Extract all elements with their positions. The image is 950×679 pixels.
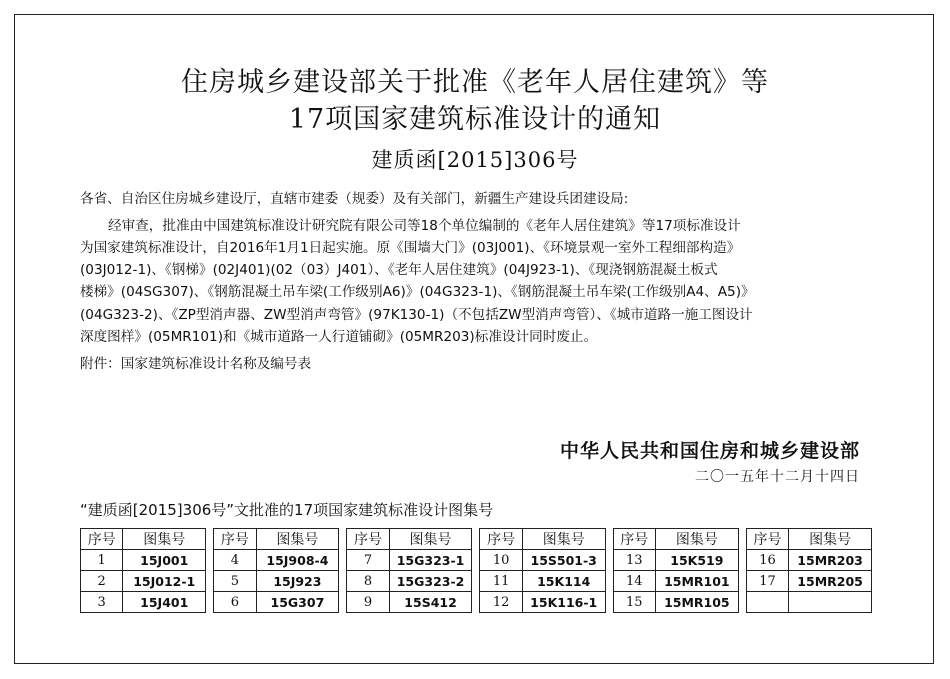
title-line-1: 住房城乡建设部关于批准《老年人居住建筑》等 (181, 67, 769, 98)
column-gap (472, 592, 480, 613)
seq-cell: 9 (347, 592, 389, 613)
code-cell: 15J401 (123, 592, 206, 613)
seq-cell: 10 (480, 550, 522, 571)
seq-cell: 2 (81, 571, 123, 592)
code-cell: 15J923 (256, 571, 339, 592)
table-row (81, 571, 872, 592)
code-cell: 15J001 (123, 550, 206, 571)
seq-cell (746, 592, 788, 613)
table-row (81, 550, 872, 571)
header-code: 图集号 (522, 529, 605, 550)
header-seq: 序号 (81, 529, 123, 550)
seq-cell: 14 (613, 571, 655, 592)
body-line-3: (03J012-1)、《钢梯》(02J401)(02（03）J401）、《老年人居住建筑》(04J923-1)、《现浇钢筋混凝土板式 (80, 262, 718, 278)
issuer-name: 中华人民共和国住房和城乡建设部 (559, 440, 860, 462)
column-gap (472, 529, 480, 550)
code-cell: 15G323-2 (389, 571, 472, 592)
seq-cell: 7 (347, 550, 389, 571)
body-line-5: (04G323-2)、《ZP型消声器、ZW型消声弯管》(97K130-1)（不包括ZW型消声弯管）、《城市道路一施工图设计 (80, 307, 753, 323)
code-cell: 15MR105 (656, 592, 739, 613)
code-cell: 15MR203 (789, 550, 872, 571)
document-number: 建质函[2015]306号 (371, 148, 579, 172)
column-gap (738, 571, 746, 592)
code-cell: 15J908-4 (256, 550, 339, 571)
column-gap (738, 550, 746, 571)
table-row (81, 592, 872, 613)
code-cell: 15K116-1 (522, 592, 605, 613)
code-cell: 15G307 (256, 592, 339, 613)
seq-cell: 6 (214, 592, 256, 613)
atlas-number-table (80, 528, 872, 613)
seq-cell: 12 (480, 592, 522, 613)
seq-cell: 5 (214, 571, 256, 592)
seq-cell: 8 (347, 571, 389, 592)
column-gap (339, 529, 347, 550)
column-gap (605, 529, 613, 550)
code-cell (789, 592, 872, 613)
seq-cell: 13 (613, 550, 655, 571)
column-gap (206, 571, 214, 592)
header-seq: 序号 (613, 529, 655, 550)
column-gap (605, 550, 613, 571)
table-header-row (81, 529, 872, 550)
column-gap (472, 571, 480, 592)
body-line-1: 经审查，批准由中国建筑标准设计研究院有限公司等18个单位编制的《老年人居住建筑》等17项标准设计 (108, 218, 741, 234)
body-line-6: 深度图样》(05MR101)和《城市道路一人行道铺砌》(05MR203)标准设计同时废止。 (80, 329, 598, 345)
header-code: 图集号 (789, 529, 872, 550)
header-code: 图集号 (256, 529, 339, 550)
column-gap (206, 550, 214, 571)
table-caption: “建质函[2015]306号”文批准的17项国家建筑标准设计图集号 (80, 501, 494, 519)
column-gap (738, 592, 746, 613)
header-seq: 序号 (480, 529, 522, 550)
seq-cell: 16 (746, 550, 788, 571)
column-gap (206, 529, 214, 550)
attachment-line: 附件：国家建筑标准设计名称及编号表 (80, 356, 312, 372)
body-line-2: 为国家建筑标准设计，自2016年1月1日起实施。原《围墙大门》(03J001)、《环境景观一室外工程细部构造》 (80, 240, 741, 256)
code-cell: 15S501-3 (522, 550, 605, 571)
column-gap (472, 550, 480, 571)
header-seq: 序号 (746, 529, 788, 550)
seq-cell: 3 (81, 592, 123, 613)
code-cell: 15G323-1 (389, 550, 472, 571)
body-line-4: 楼梯》(04SG307)、《钢筋混凝土吊车梁(工作级别A6)》(04G323-1)、《钢筋混凝土吊车梁(工作级别A4、A5)》 (80, 284, 755, 300)
code-cell: 15K519 (656, 550, 739, 571)
seq-cell: 4 (214, 550, 256, 571)
code-cell: 15K114 (522, 571, 605, 592)
header-seq: 序号 (214, 529, 256, 550)
column-gap (605, 571, 613, 592)
header-code: 图集号 (389, 529, 472, 550)
header-seq: 序号 (347, 529, 389, 550)
issue-date: 二〇一五年十二月十四日 (695, 469, 860, 485)
column-gap (339, 550, 347, 571)
code-cell: 15J012-1 (123, 571, 206, 592)
header-code: 图集号 (656, 529, 739, 550)
column-gap (605, 592, 613, 613)
column-gap (339, 592, 347, 613)
code-cell: 15MR101 (656, 571, 739, 592)
seq-cell: 17 (746, 571, 788, 592)
header-code: 图集号 (123, 529, 206, 550)
column-gap (738, 529, 746, 550)
seq-cell: 11 (480, 571, 522, 592)
seq-cell: 1 (81, 550, 123, 571)
code-cell: 15S412 (389, 592, 472, 613)
column-gap (206, 592, 214, 613)
salutation: 各省、自治区住房城乡建设厅，直辖市建委（规委）及有关部门，新疆生产建设兵团建设局: (80, 191, 629, 207)
title-line-2: 17项国家建筑标准设计的通知 (288, 104, 662, 135)
column-gap (339, 571, 347, 592)
code-cell: 15MR205 (789, 571, 872, 592)
seq-cell: 15 (613, 592, 655, 613)
